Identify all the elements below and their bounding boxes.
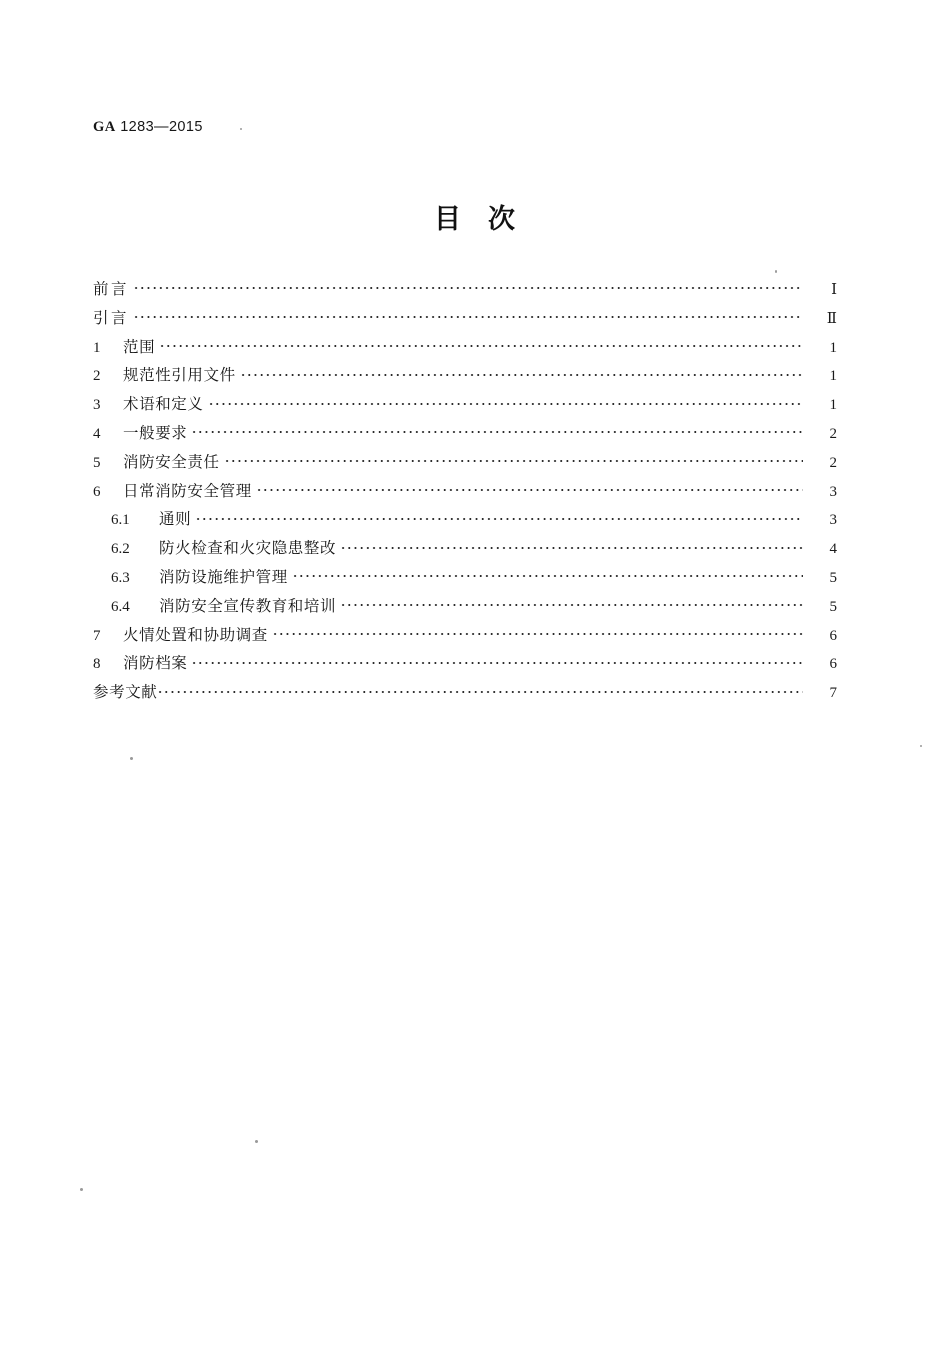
toc-dot-leader bbox=[133, 307, 803, 323]
scan-speck bbox=[130, 757, 133, 760]
toc-entry[interactable] bbox=[93, 450, 837, 479]
toc-dot-leader bbox=[240, 365, 803, 381]
toc-dot-leader bbox=[256, 480, 803, 496]
toc-dot-leader bbox=[224, 451, 803, 467]
toc-entry-label: 消防档案 bbox=[123, 655, 188, 673]
toc-dot-leader bbox=[340, 538, 803, 554]
toc-entry-page-number: 7 bbox=[829, 685, 837, 702]
table-of-contents bbox=[93, 277, 837, 709]
toc-entry-label: 规范性引用文件 bbox=[123, 367, 236, 385]
toc-entry-page-number: 2 bbox=[829, 454, 837, 471]
toc-dot-leader bbox=[133, 279, 803, 295]
scan-speck bbox=[920, 745, 922, 747]
toc-dot-leader bbox=[340, 595, 803, 611]
toc-entry-number: 8 bbox=[93, 656, 101, 673]
toc-entry[interactable] bbox=[93, 680, 837, 709]
toc-entry-label: 前言 bbox=[93, 281, 130, 298]
toc-entry-label: 通则 bbox=[159, 511, 192, 529]
toc-entry-number: 5 bbox=[93, 454, 101, 471]
toc-entry-page-number: 1 bbox=[829, 368, 837, 385]
toc-entry-page-number: 1 bbox=[829, 339, 837, 356]
toc-entry[interactable] bbox=[93, 363, 837, 392]
toc-entry-label: 一般要求 bbox=[123, 424, 188, 442]
toc-entry-page-number: Ⅱ bbox=[826, 310, 837, 327]
toc-entry-page-number: 3 bbox=[829, 483, 837, 500]
scan-speck bbox=[255, 1140, 258, 1143]
toc-entry-number: 6.3 bbox=[111, 569, 130, 586]
toc-entry-number: 6.2 bbox=[111, 541, 130, 558]
toc-entry-page-number: 5 bbox=[829, 569, 837, 586]
running-header bbox=[93, 119, 203, 136]
toc-dot-leader bbox=[157, 682, 803, 698]
toc-entry-label: 引言 bbox=[93, 309, 130, 327]
toc-entry-number: 6 bbox=[93, 483, 101, 500]
toc-entry[interactable] bbox=[93, 306, 837, 335]
scan-speck bbox=[775, 270, 777, 273]
toc-entry[interactable] bbox=[93, 651, 837, 680]
scan-speck bbox=[80, 1188, 83, 1191]
toc-entry-number: 4 bbox=[93, 425, 101, 442]
toc-entry-label: 日常消防安全管理 bbox=[123, 482, 252, 500]
toc-dot-leader bbox=[195, 509, 803, 525]
toc-entry-label: 参考文献 bbox=[93, 684, 158, 702]
toc-entry-number: 7 bbox=[93, 627, 101, 644]
toc-entry[interactable] bbox=[93, 507, 837, 536]
toc-entry-page-number: 1 bbox=[829, 397, 837, 414]
page-title-char-2: 次 bbox=[488, 204, 516, 234]
toc-entry-label: 范围 bbox=[123, 338, 156, 356]
toc-entry[interactable] bbox=[93, 421, 837, 450]
toc-dot-leader bbox=[159, 336, 803, 352]
standard-code: GA bbox=[93, 119, 116, 135]
toc-dot-leader bbox=[272, 624, 803, 640]
toc-entry-number: 6.1 bbox=[111, 512, 130, 529]
toc-entry[interactable] bbox=[93, 594, 837, 623]
toc-entry[interactable] bbox=[93, 536, 837, 565]
page-title bbox=[0, 197, 950, 236]
toc-entry-page-number: 6 bbox=[829, 627, 837, 644]
toc-entry-number: 1 bbox=[93, 339, 101, 356]
toc-entry[interactable] bbox=[93, 392, 837, 421]
toc-entry-page-number: 6 bbox=[829, 656, 837, 673]
toc-dot-leader bbox=[191, 422, 803, 438]
toc-entry-label: 火情处置和协助调查 bbox=[123, 626, 268, 644]
toc-dot-leader bbox=[191, 653, 803, 669]
toc-entry-page-number: Ⅰ bbox=[831, 282, 837, 298]
toc-entry-page-number: 4 bbox=[829, 541, 837, 558]
toc-entry-page-number: 3 bbox=[829, 512, 837, 529]
scan-speck bbox=[240, 128, 242, 130]
toc-entry[interactable] bbox=[93, 623, 837, 652]
toc-entry-label: 术语和定义 bbox=[123, 396, 204, 414]
toc-entry-number: 3 bbox=[93, 397, 101, 414]
toc-entry-page-number: 2 bbox=[829, 425, 837, 442]
toc-entry-label: 防火检查和火灾隐患整改 bbox=[159, 540, 337, 558]
toc-entry-number: 2 bbox=[93, 368, 101, 385]
toc-entry[interactable] bbox=[93, 277, 837, 306]
page-title-char-1: 目 bbox=[434, 204, 462, 234]
toc-dot-leader bbox=[292, 566, 803, 582]
toc-entry[interactable] bbox=[93, 479, 837, 508]
toc-dot-leader bbox=[208, 394, 803, 410]
toc-entry-label: 消防安全宣传教育和培训 bbox=[159, 597, 337, 615]
toc-entry-number: 6.4 bbox=[111, 598, 130, 615]
standard-number: 1283—2015 bbox=[120, 119, 203, 135]
toc-entry-label: 消防安全责任 bbox=[123, 453, 220, 471]
toc-entry-page-number: 5 bbox=[829, 598, 837, 615]
toc-entry[interactable] bbox=[93, 565, 837, 594]
toc-entry[interactable] bbox=[93, 335, 837, 364]
toc-entry-label: 消防设施维护管理 bbox=[159, 568, 288, 586]
